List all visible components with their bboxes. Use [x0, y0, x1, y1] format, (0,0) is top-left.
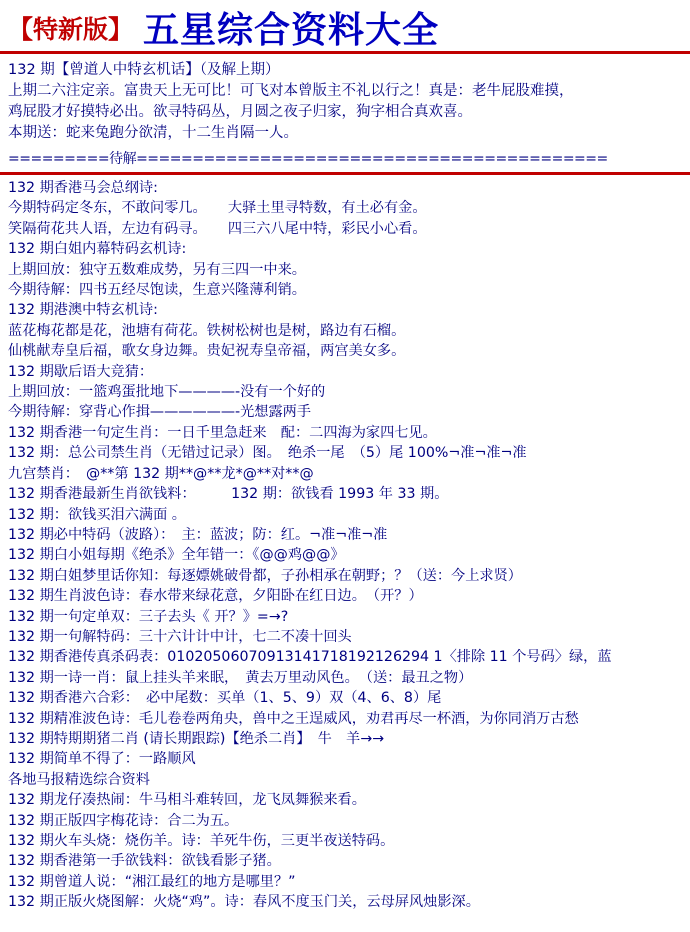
list-item: 132 期香港第一手欲钱料：欲钱看影子猪。: [8, 853, 281, 870]
list-item: 132 期白姐梦里话你知：每逐嫖姚破骨都，子孙相承在朝野；？（送：今上求贤）: [8, 567, 522, 584]
list-item: 今期特码定冬东，不敢问零几。 大驿土里寻特数，有土必有金。: [8, 200, 427, 217]
list-item: 九宫禁肖： @**第 132 期**@**龙*@**对**@: [8, 465, 314, 482]
list-item: 132 期歇后语大竞猜：: [8, 363, 154, 380]
list-item: 132 期香港六合彩： 必中尾数：买单（1、5、9）双（4、6、8）尾: [8, 690, 442, 707]
header-badge: 【特新版】: [8, 14, 134, 44]
list-item: 132 期白小姐每期《绝杀》全年错一：《@@鸡@@》: [8, 547, 345, 564]
intro-line-0: 132 期【曾道人中特玄机话】（及解上期）: [8, 62, 280, 78]
page-header: [0, 0, 690, 54]
list-item: 蓝花梅花都是花，池塘有荷花。铁树松树也是树，路边有石榴。: [8, 322, 406, 339]
list-item: 132 期香港最新生肖欲钱料： 132 期：欲钱看 1993 年 33 期。: [8, 486, 449, 503]
page-title: 五星综合资料大全: [143, 10, 440, 51]
list-item: 132 期香港一句定生肖：一日千里急赶来 配：二四海为家四七见。: [8, 424, 437, 441]
list-item: 132 期龙仔凑热闹：牛马相斗难转回，龙飞凤舞猴来看。: [8, 792, 366, 809]
list-item: 132 期正版火烧图解：火烧“鸡”。诗：春风不度玉门关，云母屏风烛影深。: [8, 894, 480, 911]
list-item: 132 期一句解特码：三十六计计中计，七二不凑十回头: [8, 628, 352, 645]
list-item: 132 期：总公司禁生肖（无错过记录）图。 绝杀一尾 （5）尾 100%¬准¬准¬准: [8, 445, 527, 462]
separator-line: =========待解==========================================: [8, 151, 608, 167]
list-item: 132 期必中特码（波路）： 主：蓝波；防：红。¬准¬准¬准: [8, 526, 388, 543]
intro-line-3: 本期送：蛇来兔跑分欲清，十二生肖隔一人。: [8, 125, 298, 141]
intro-line-2: 鸡屁股才好摸特必出。欲寻特码丛，月圆之夜子归家，狗字相合真欢喜。: [8, 104, 472, 120]
list-item: 132 期港澳中特玄机诗:: [8, 302, 158, 319]
list-item: 132 期生肖波色诗：春水带来绿花意，夕阳卧在红日边。 （开？）: [8, 588, 423, 605]
list-item: 仙桃献寿皇后福，歌女身边舞。贵妃祝寿皇帝福，两宫美女多。: [8, 343, 406, 360]
list-item: 今期待解：穿背心作揖——————-光想露两手: [8, 404, 312, 421]
list-item: 132 期：欲钱买泪六满面 。: [8, 506, 186, 523]
list-item: 上期回放：独守五数难成势，另有三四一中来。: [8, 261, 306, 278]
intro-block: [0, 54, 690, 144]
list-item: 132 期香港马会总纲诗:: [8, 180, 158, 196]
list-item: 132 期简单不得了：一路顺风: [8, 751, 196, 768]
list-item: 132 期精准波色诗：毛儿卷卷两角央，兽中之王逞威风，劝君再尽一杯酒，为你同消万古愁: [8, 710, 579, 727]
intro-line-1: 上期二六注定亲。富贵天上无可比！可飞对本曾版主不礼以行之！真是：老牛屁股难摸，: [8, 83, 574, 99]
list-item: 132 期白姐内幕特码玄机诗:: [8, 241, 187, 258]
list-item: 今期待解：四书五经尽饱读，生意兴隆薄利销。: [8, 282, 306, 299]
list-item: 132 期一诗一肖：鼠上挂头羊来眠， 黄去万里动风色。 （送：最丑之物）: [8, 669, 473, 686]
list-item: 132 期一句定单双：三子去头《 开？》=→?: [8, 608, 289, 625]
list-item: 132 期香港传真杀码表：01020506070913141718192126294 1〈排除 11 个号码〉绿，蓝: [8, 649, 612, 666]
list-item: 132 期特期期猪二肖 (请长期跟踪)【绝杀二肖】 牛 羊→→: [8, 730, 384, 747]
list-item: 132 期正版四字梅花诗：合二为五。: [8, 812, 239, 829]
list-item: 各地马报精选综合资料: [8, 771, 150, 788]
list-item: 132 期火车头烧：烧伤羊。诗：羊死牛伤，三更半夜送特码。: [8, 833, 395, 849]
list-item: 132 期曾道人说：“湘江最红的地方是哪里？”: [8, 873, 296, 890]
list-item: 上期回放：一篮鸡蛋批地下————-没有一个好的: [8, 384, 326, 401]
list-item: 笑隔荷花共人语，左边有码寻。 四三六八尾中特，彩民小心看。: [8, 220, 427, 237]
content-list: [0, 175, 690, 913]
